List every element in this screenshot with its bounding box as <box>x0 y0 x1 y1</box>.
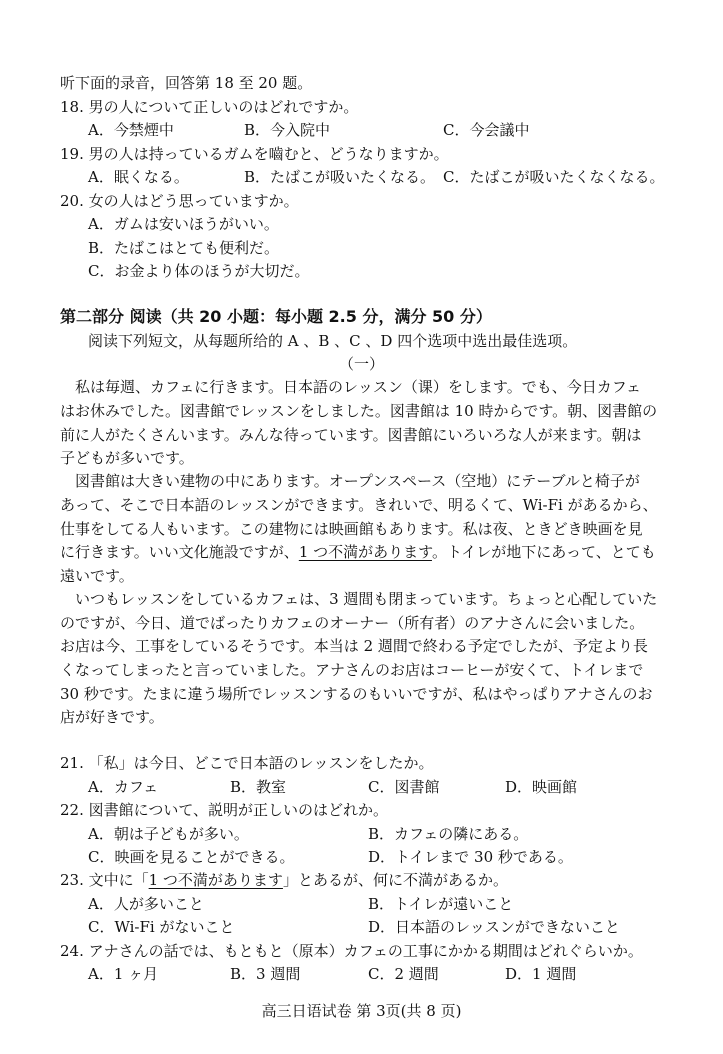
part2-instruction: 阅读下列短文，从每题所给的 A 、B 、C 、D 四个选项中选出最佳选项。 <box>88 332 578 350</box>
passage-line: 子どもが多いです。 <box>60 449 194 467</box>
q19-option-a: A．眠くなる。 <box>88 168 189 186</box>
passage-line: いつもレッスンをしているカフェは、3 週間も閉まっています。ちょっと心配していた <box>75 590 658 608</box>
passage-line: に行きます。いい文化施設ですが、1 つ不満があります。トイレが地下にあって、とても <box>60 543 656 561</box>
passage-line: 図書館は大きい建物の中にあります。オープンスペース（空地）にテーブルと椅子が <box>75 472 640 490</box>
q22-option-b: B．カフェの隣にある。 <box>368 825 529 843</box>
q20-option-a: A．ガムは安いほうがいい。 <box>88 215 279 233</box>
question-23: 23. 文中に「1 つ不満があります」とあるが、何に不満があるか。 <box>60 871 508 889</box>
q18-option-b: B．今入院中 <box>244 121 331 139</box>
q19-option-c: C．たばこが吸いたくなくなる。 <box>443 168 665 186</box>
passage-line: 店が好きです。 <box>60 708 164 726</box>
q23-option-a: A．人が多いこと <box>88 895 204 913</box>
passage-line: はお休みでした。図書館でレッスンをしました。図書館は 10 時からです。朝、図書館の <box>60 402 658 420</box>
question-19: 19. 男の人は持っているガムを嚙むと、どうなりますか。 <box>60 145 449 163</box>
passage-line: 遠いです。 <box>60 567 134 585</box>
underlined-phrase: 1 つ不満があります <box>298 543 432 561</box>
q23-option-b: B．トイレが遠いこと <box>368 895 514 913</box>
q21-option-c: C．図書館 <box>368 778 440 796</box>
q18-option-c: C．今会議中 <box>443 121 530 139</box>
q21-option-b: B．教室 <box>230 778 287 796</box>
q21-option-a: A．カフェ <box>88 778 159 796</box>
passage-line: あって、そこで日本語のレッスンができます。きれいで、明るくて、Wi-Fi があるから、 <box>60 496 658 514</box>
passage-line: 私は毎週、カフェに行きます。日本語のレッスン（课）をします。でも、今日カフェ <box>75 378 641 396</box>
q24-option-a: A．1 ヶ月 <box>88 965 159 983</box>
passage-line: くなってしまったと言っていました。アナさんのお店はコーヒーが安くて、トイレまで <box>60 661 644 679</box>
part2-heading: 第二部分 阅读（共 20 小题：每小题 2.5 分，满分 50 分） <box>60 307 492 326</box>
q18-option-a: A．今禁煙中 <box>88 121 174 139</box>
q24-option-d: D．1 週間 <box>505 965 577 983</box>
passage-line: 30 秒です。たまに違う場所でレッスンするのもいいですが、私はやっぱりアナさんのお <box>60 685 653 703</box>
question-20: 20. 女の人はどう思っていますか。 <box>60 192 299 210</box>
section-mark: （一） <box>338 355 384 373</box>
question-18: 18. 男の人について正しいのはどれですか。 <box>60 98 359 116</box>
question-22: 22. 図書館について、説明が正しいのはどれか。 <box>60 801 389 819</box>
underlined-phrase: 1 つ不満があります <box>148 871 283 889</box>
q20-option-b: B．たばこはとても便利だ。 <box>88 239 280 257</box>
q23-option-c: C．Wi-Fi がないこと <box>88 918 235 936</box>
question-24: 24. アナさんの話では、もともと（原本）カフェの工事にかかる期間はどれぐらいか。 <box>60 942 643 960</box>
passage-line: お店は今、工事をしているそうです。本当は 2 週間で終わる予定でしたが、予定より長 <box>60 637 648 655</box>
q23-option-d: D．日本語のレッスンができないこと <box>368 918 620 936</box>
q24-option-c: C．2 週間 <box>368 965 439 983</box>
q24-option-b: B．3 週間 <box>230 965 301 983</box>
q22-option-d: D．トイレまで 30 秒である。 <box>368 848 573 866</box>
question-21: 21. 「私」は今日、どこで日本語のレッスンをしたか。 <box>60 754 434 772</box>
q19-option-b: B．たばこが吸いたくなる。 <box>244 168 436 186</box>
q21-option-d: D．映画館 <box>505 778 578 796</box>
q22-option-c: C．映画を見ることができる。 <box>88 848 295 866</box>
passage-line: 前に人がたくさんいます。みんな待っています。図書館にいろいろな人が来ます。朝は <box>60 426 642 444</box>
q22-option-a: A．朝は子どもが多い。 <box>88 825 249 843</box>
page-footer: 高三日语试卷 第 3页(共 8 页) <box>261 1002 462 1020</box>
listening-instruction: 听下面的录音，回答第 18 至 20 题。 <box>60 74 313 92</box>
q20-option-c: C．お金より体のほうが大切だ。 <box>88 262 310 280</box>
passage-line: のですが、今日、道でばったりカフェのオーナー（所有者）のアナさんに会いました。 <box>60 614 645 632</box>
passage-line: 仕事をしてる人もいます。この建物には映画館もあります。私は夜、ときどき映画を見 <box>60 520 643 538</box>
